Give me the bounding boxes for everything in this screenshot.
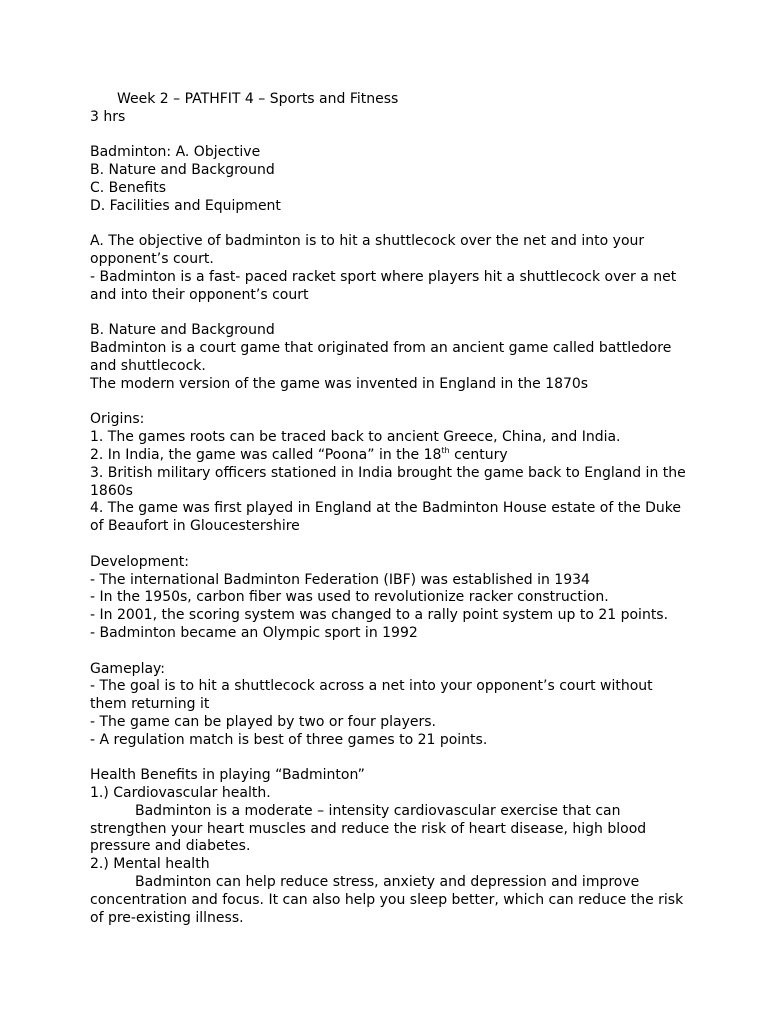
- nature-paragraph: The modern version of the game was invented in England in the 1870s: [90, 375, 589, 392]
- spacer: [90, 536, 690, 554]
- origins-item: [90, 447, 690, 465]
- spacer: [90, 643, 690, 661]
- development-item: - Badminton became an Olympic sport in 1992: [90, 624, 418, 641]
- benefit-text: Badminton is a moderate – intensity cardiovascular exercise that can strengthen your heart muscles and reduce the risk of heart disease, high blood pressure and diabetes.: [90, 802, 647, 855]
- gameplay-item: - A regulation match is best of three games to 21 points.: [90, 731, 488, 748]
- duration: 3 hrs: [90, 108, 126, 125]
- origins-item: 4. The game was first played in England at the Badminton House estate of the Duke of Beaufort in Gloucestershire: [90, 500, 682, 535]
- gameplay-heading: Gameplay:: [90, 660, 166, 677]
- spacer: [90, 305, 690, 323]
- origins-item: 1. The games roots can be traced back to ancient Greece, China, and India.: [90, 429, 621, 446]
- origins-item-text: century: [449, 446, 508, 463]
- development-heading: Development:: [90, 553, 189, 570]
- objective-paragraph: A. The objective of badminton is to hit a shuttlecock over the net and into your opponent’s court.: [90, 233, 645, 268]
- health-heading: Health Benefits in playing “Badminton”: [90, 767, 365, 784]
- objective-bullet: - Badminton is a fast- paced racket sport where players hit a shuttlecock over a net and into their opponent’s court: [90, 268, 677, 303]
- outline-item: Badminton: A. Objective: [90, 144, 261, 161]
- gameplay-item: - The goal is to hit a shuttlecock across a net into your opponent’s court without them returning it: [90, 678, 653, 713]
- document-page: [90, 91, 690, 927]
- development-item: - The international Badminton Federation (IBF) was established in 1934: [90, 571, 590, 588]
- outline-item: B. Nature and Background: [90, 162, 275, 179]
- nature-paragraph: Badminton is a court game that originated from an ancient game called battledore and shuttlecock.: [90, 340, 672, 374]
- spacer: [90, 394, 690, 412]
- outline-item: D. Facilities and Equipment: [90, 197, 281, 214]
- spacer: [90, 749, 690, 767]
- spacer: [90, 216, 690, 234]
- benefit-title: 2.) Mental health: [90, 856, 210, 873]
- origins-heading: Origins:: [90, 411, 145, 428]
- ordinal-suffix: th: [441, 445, 450, 455]
- origins-item: 3. British military officers stationed in India brought the game back to England in the 1860s: [90, 464, 686, 499]
- origins-item-text: 2. In India, the game was called “Poona” in the 18: [90, 446, 442, 463]
- gameplay-item: - The game can be played by two or four players.: [90, 713, 436, 730]
- development-item: - In 2001, the scoring system was changed to a rally point system up to 21 points.: [90, 607, 669, 624]
- nature-heading: B. Nature and Background: [90, 322, 275, 339]
- development-item: - In the 1950s, carbon fiber was used to revolutionize racker construction.: [90, 589, 609, 606]
- outline-item: C. Benefits: [90, 179, 166, 196]
- benefit-text: Badminton can help reduce stress, anxiety and depression and improve concentration and focus. It can also help you sleep better, which can reduce the risk of pre-existing illness.: [90, 874, 684, 926]
- benefit-title: 1.) Cardiovascular health.: [90, 785, 271, 802]
- spacer: [90, 127, 690, 145]
- document-title: Week 2 – PATHFIT 4 – Sports and Fitness: [117, 91, 399, 107]
